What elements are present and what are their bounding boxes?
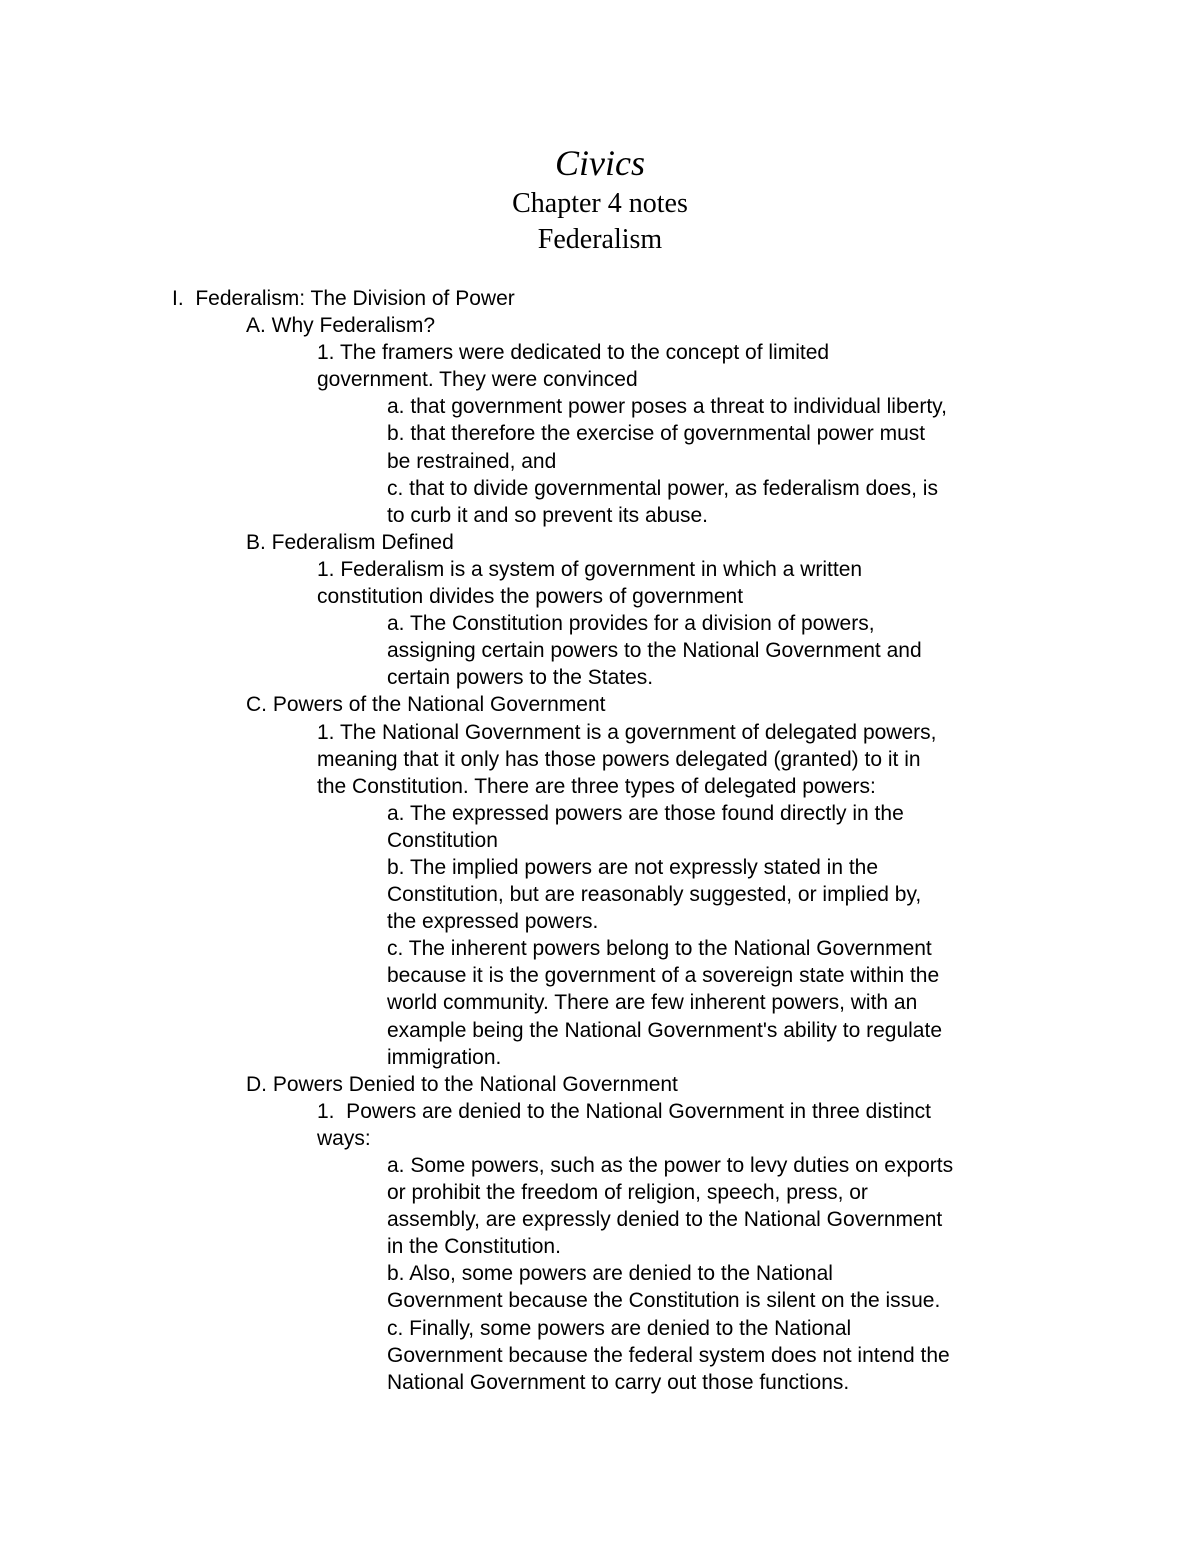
outline-line: be restrained, and	[387, 449, 557, 473]
outline-item-subsection-heading	[172, 1071, 1052, 1098]
outline-item-subsection-heading	[172, 691, 1052, 718]
document-subtitle-chapter: Chapter 4 notes	[512, 188, 688, 219]
document-subtitle-topic: Federalism	[537, 224, 663, 255]
outline-line: world community. There are few inherent powers, with an	[387, 991, 918, 1015]
outline-line: 1. Powers are denied to the National Government in three distinct	[317, 1099, 932, 1123]
outline-item-lettered-point	[172, 935, 1052, 1070]
outline-line: c. The inherent powers belong to the National Government	[387, 937, 932, 961]
outline-line: b. The implied powers are not expressly stated in the	[387, 855, 879, 879]
outline-line: Government because the federal system does not intend the	[387, 1343, 950, 1367]
outline-line: or prohibit the freedom of religion, speech, press, or	[387, 1181, 868, 1205]
outline-line: I. Federalism: The Division of Power	[172, 287, 515, 310]
outline-item-lettered-point	[172, 1260, 1052, 1314]
outline-item-numbered-point	[172, 719, 1052, 800]
outline-item-lettered-point	[172, 610, 1052, 691]
outline-line: b. Also, some powers are denied to the National	[387, 1262, 833, 1286]
outline-line: to curb it and so prevent its abuse.	[387, 503, 709, 527]
title-block	[0, 140, 1200, 258]
outline-line: because it is the government of a sovereign state within the	[387, 964, 940, 988]
outline-line: immigration.	[387, 1045, 502, 1069]
outline-item-lettered-point	[172, 393, 1052, 420]
outline-item-lettered-point	[172, 1315, 1052, 1396]
outline-line: government. They were convinced	[317, 368, 638, 392]
outline-line: 1. The National Government is a government of delegated powers,	[317, 720, 937, 744]
outline-item-lettered-point	[172, 1152, 1052, 1260]
outline-line: C. Powers of the National Government	[246, 693, 606, 717]
outline-line: 1. Federalism is a system of government in which a written	[317, 557, 863, 581]
outline-item-subsection-heading	[172, 529, 1052, 556]
outline-line: A. Why Federalism?	[246, 314, 436, 338]
outline-line: example being the National Government's ability to regulate	[387, 1018, 942, 1042]
outline-line: ways:	[317, 1126, 371, 1150]
outline-item-lettered-point	[172, 475, 1052, 529]
document-title: Civics	[555, 143, 645, 183]
outline-line: the expressed powers.	[387, 910, 599, 934]
outline-item-section-heading	[172, 285, 1052, 312]
outline-line: the Constitution. There are three types of delegated powers:	[317, 774, 876, 798]
outline-line: meaning that it only has those powers delegated (granted) to it in	[317, 747, 921, 771]
outline-line: in the Constitution.	[387, 1235, 561, 1259]
outline-item-lettered-point	[172, 854, 1052, 935]
outline-line: Government because the Constitution is silent on the issue.	[387, 1289, 941, 1313]
outline-item-subsection-heading	[172, 312, 1052, 339]
notes-outline	[172, 285, 1052, 1396]
outline-line: a. that government power poses a threat to individual liberty,	[387, 395, 947, 419]
outline-line: certain powers to the States.	[387, 666, 654, 690]
outline-line: assembly, are expressly denied to the National Government	[387, 1208, 943, 1232]
outline-line: c. that to divide governmental power, as federalism does, is	[387, 476, 938, 500]
outline-line: a. Some powers, such as the power to levy duties on exports	[387, 1154, 954, 1177]
outline-item-numbered-point	[172, 556, 1052, 610]
outline-line: constitution divides the powers of government	[317, 585, 744, 609]
outline-line: a. The expressed powers are those found directly in the	[387, 801, 904, 825]
outline-line: 1. The framers were dedicated to the concept of limited	[317, 341, 830, 365]
outline-item-numbered-point	[172, 1098, 1052, 1152]
outline-line: c. Finally, some powers are denied to the National	[387, 1316, 852, 1340]
outline-line: assigning certain powers to the National Government and	[387, 639, 922, 663]
outline-item-lettered-point	[172, 800, 1052, 854]
outline-line: Constitution	[387, 828, 498, 852]
outline-line: a. The Constitution provides for a division of powers,	[387, 612, 875, 636]
outline-line: Constitution, but are reasonably suggested, or implied by,	[387, 883, 922, 907]
outline-line: b. that therefore the exercise of governmental power must	[387, 422, 926, 446]
outline-line: National Government to carry out those functions.	[387, 1370, 850, 1394]
outline-item-lettered-point	[172, 420, 1052, 474]
outline-item-numbered-point	[172, 339, 1052, 393]
outline-line: D. Powers Denied to the National Government	[246, 1072, 678, 1096]
outline-line: B. Federalism Defined	[246, 530, 454, 554]
